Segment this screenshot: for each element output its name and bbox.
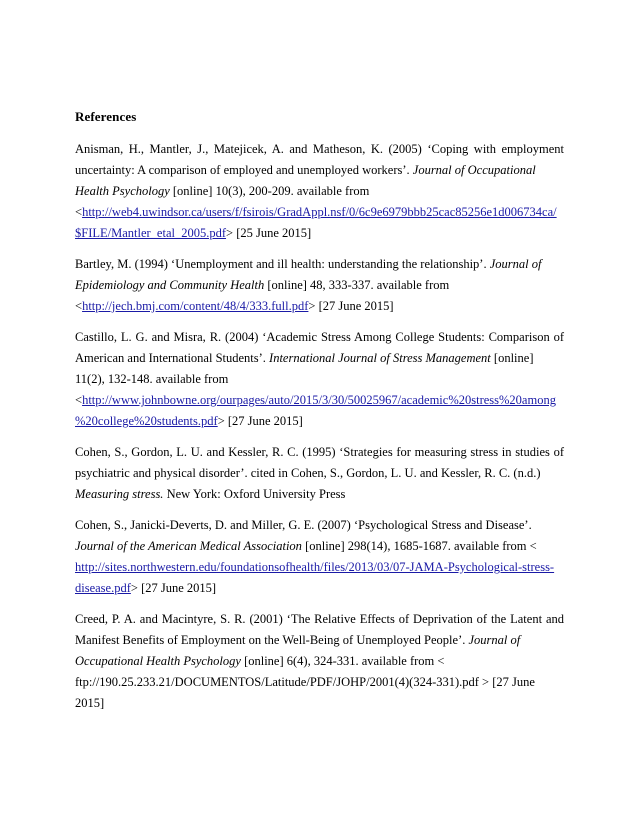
reference-line: [75, 223, 564, 244]
reference-entry: [75, 327, 564, 432]
reference-text: [online] 6(4), 324-331. available from <: [240, 654, 445, 668]
reference-link[interactable]: %20college%20students.pdf: [75, 414, 218, 428]
reference-text: 11(2), 132-148. available from: [75, 372, 229, 386]
reference-line: [75, 139, 564, 160]
italic-title-text: Journal of: [468, 633, 521, 647]
reference-text: 2015]: [75, 696, 105, 710]
reference-text: <: [75, 205, 83, 219]
reference-text: uncertainty: A comparison of employed and unemployed workers’.: [75, 163, 413, 177]
reference-text: Bartley, M. (1994) ‘Unemployment and ill health: understanding the relationship’.: [75, 257, 490, 271]
reference-line: [75, 651, 564, 672]
reference-link[interactable]: http://sites.northwestern.edu/foundationsofhealth/files/2013/03/07-JAMA-Psychological-stress-: [75, 560, 555, 574]
reference-text: Anisman, H., Mantler, J., Matejicek, A. and Matheson, K. (2005) ‘Coping with employment: [75, 142, 564, 156]
reference-entry: [75, 609, 564, 714]
reference-text: Manifest Benefits of Employment on the Well-Being of Unemployed People’.: [75, 633, 469, 647]
reference-text: [online]: [490, 351, 534, 365]
reference-link[interactable]: http://www.johnbowne.org/ourpages/auto/2015/3/30/50025967/academic%20stress%20among: [82, 393, 556, 407]
reference-link[interactable]: $FILE/Mantler_etal_2005.pdf: [75, 226, 227, 240]
reference-line: [75, 296, 564, 317]
italic-title-text: Measuring stress.: [75, 487, 164, 501]
reference-entry: [75, 515, 564, 599]
italic-title-text: Journal of: [489, 257, 542, 271]
reference-line: [75, 348, 564, 369]
italic-title-text: International Journal of Stress Management: [269, 351, 491, 365]
reference-text: <: [75, 393, 83, 407]
reference-text: > [27 June 2015]: [130, 581, 217, 595]
italic-title-text: Epidemiology and Community Health: [75, 278, 265, 292]
reference-link[interactable]: disease.pdf: [75, 581, 131, 595]
reference-line: [75, 463, 564, 484]
italic-title-text: Journal of the American Medical Association: [75, 539, 302, 553]
italic-title-text: Journal of Occupational: [412, 163, 536, 177]
reference-text: [online] 10(3), 200-209. available from: [169, 184, 370, 198]
reference-link[interactable]: http://jech.bmj.com/content/48/4/333.full.pdf: [82, 299, 309, 313]
reference-line: [75, 609, 564, 630]
reference-text: ftp://190.25.233.21/DOCUMENTOS/Latitude/PDF/JOHP/2001(4)(324-331).pdf > [27 June: [75, 675, 535, 689]
italic-title-text: Health Psychology: [75, 184, 170, 198]
reference-line: [75, 327, 564, 348]
reference-line: [75, 484, 564, 505]
references-heading: References: [75, 109, 137, 124]
reference-line: [75, 275, 564, 296]
reference-line: [75, 515, 564, 536]
reference-text: Cohen, S., Gordon, L. U. and Kessler, R. C. (1995) ‘Strategies for measuring stress in studies of: [75, 445, 564, 459]
italic-title-text: Occupational Health Psychology: [75, 654, 241, 668]
reference-entry: [75, 442, 564, 505]
reference-list: [75, 139, 564, 724]
reference-line: [75, 390, 564, 411]
reference-text: [online] 298(14), 1685-1687. available from <: [301, 539, 537, 553]
reference-text: > [27 June 2015]: [308, 299, 394, 313]
reference-entry: [75, 254, 564, 317]
reference-text: psychiatric and physical disorder’. cited in Cohen, S., Gordon, L. U. and Kessler, R. C. (n.d.): [75, 466, 541, 480]
reference-line: [75, 181, 564, 202]
reference-entry: [75, 139, 564, 244]
reference-text: New York: Oxford University Press: [163, 487, 346, 501]
reference-line: [75, 160, 564, 181]
reference-text: <: [75, 299, 83, 313]
reference-line: [75, 411, 564, 432]
reference-line: [75, 557, 564, 578]
reference-text: > [25 June 2015]: [226, 226, 312, 240]
reference-line: [75, 578, 564, 599]
reference-line: [75, 672, 564, 693]
reference-line: [75, 254, 564, 275]
reference-line: [75, 693, 564, 714]
reference-line: [75, 630, 564, 651]
reference-text: Cohen, S., Janicki-Deverts, D. and Miller, G. E. (2007) ‘Psychological Stress and Disease’.: [75, 518, 532, 532]
reference-line: [75, 202, 564, 223]
reference-line: [75, 442, 564, 463]
reference-link[interactable]: http://web4.uwindsor.ca/users/f/fsirois/GradAppl.nsf/0/6c9e6979bbb25cac85256e1d006734ca/: [82, 205, 557, 219]
reference-text: > [27 June 2015]: [217, 414, 303, 428]
reference-line: [75, 536, 564, 557]
reference-text: Creed, P. A. and Macintyre, S. R. (2001) ‘The Relative Effects of Deprivation of the Latent and: [75, 612, 564, 626]
reference-text: Castillo, L. G. and Misra, R. (2004) ‘Academic Stress Among College Students: Comparison of: [75, 330, 564, 344]
reference-line: [75, 369, 564, 390]
reference-text: American and International Students’.: [75, 351, 270, 365]
reference-text: [online] 48, 333-337. available from: [264, 278, 450, 292]
